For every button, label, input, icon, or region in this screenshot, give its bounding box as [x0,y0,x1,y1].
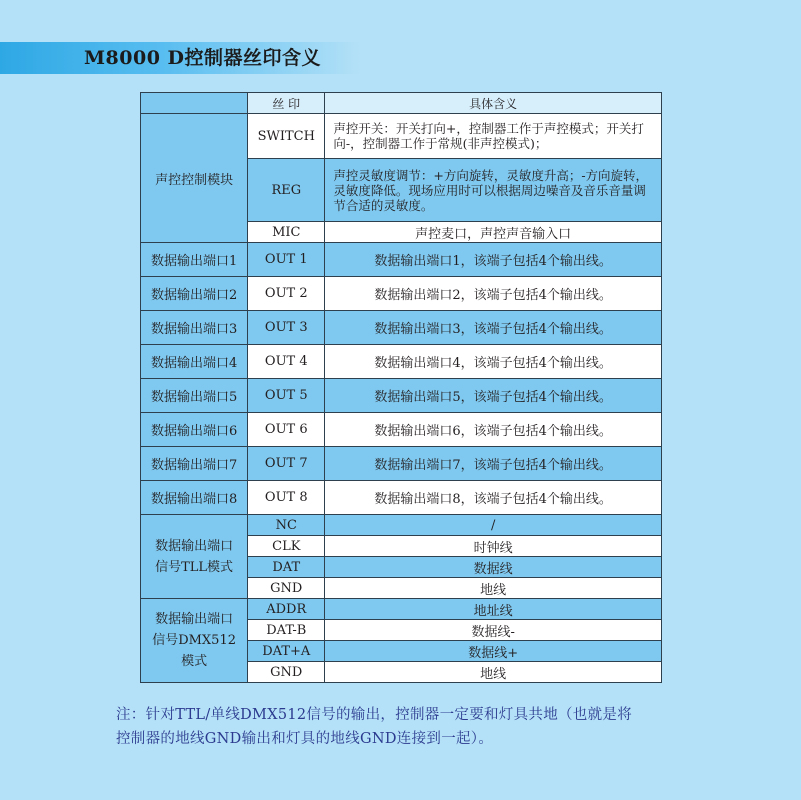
table-header-row [141,93,662,114]
code-cell: OUT 1 [248,243,325,277]
footnote-line2: 控制器的地线GND输出和灯具的地线GND连接到一起）。 [116,731,494,747]
desc-cell: 地址线 [325,599,662,620]
desc-cell: 数据输出端口1，该端子包括4个输出线。 [325,243,662,277]
table-row [141,379,662,413]
desc-cell: 数据输出端口7，该端子包括4个输出线。 [325,447,662,481]
module-label-dmx [141,599,248,683]
desc-cell: 数据输出端口6，该端子包括4个输出线。 [325,413,662,447]
desc-cell: 声控麦口，声控声音输入口 [325,222,662,243]
code-cell: OUT 5 [248,379,325,413]
code-cell: REG [248,159,325,222]
header-meaning: 具体含义 [325,93,662,114]
spec-table [140,92,662,683]
code-cell: OUT 3 [248,311,325,345]
desc-cell: / [325,515,662,536]
desc-cell: 数据输出端口2，该端子包括4个输出线。 [325,277,662,311]
code-cell: DAT+A [248,641,325,662]
table-row [141,515,662,536]
desc-cell: 数据输出端口3，该端子包括4个输出线。 [325,311,662,345]
port-cell: 数据输出端口4 [141,345,248,379]
dmx-label-line1: 数据输出端口 [155,612,234,627]
table-row [141,481,662,515]
code-cell: OUT 6 [248,413,325,447]
table-row [141,599,662,620]
module-label-ttl [141,515,248,599]
desc-cell: 数据输出端口5，该端子包括4个输出线。 [325,379,662,413]
code-cell: CLK [248,536,325,557]
desc-cell: 数据线 [325,557,662,578]
desc-cell: 数据线- [325,620,662,641]
table-row [141,277,662,311]
code-cell: GND [248,578,325,599]
table-row [141,345,662,379]
port-cell: 数据输出端口6 [141,413,248,447]
footnote-line1: 注：针对TTL/单线DMX512信号的输出，控制器一定要和灯具共地（也就是将 [116,707,632,723]
code-cell: OUT 8 [248,481,325,515]
port-cell: 数据输出端口3 [141,311,248,345]
header-col1 [141,93,248,114]
desc-cell: 声控开关：开关打向+，控制器工作于声控模式；开关打向-，控制器工作于常规(非声控模式)； [325,114,662,159]
desc-cell: 数据输出端口4，该端子包括4个输出线。 [325,345,662,379]
port-cell: 数据输出端口7 [141,447,248,481]
desc-cell: 地线 [325,662,662,683]
port-cell: 数据输出端口5 [141,379,248,413]
code-cell: DAT-B [248,620,325,641]
ttl-label-line2: 信号TLL模式 [155,559,234,575]
table-row [141,413,662,447]
module-label-sound: 声控控制模块 [141,114,248,243]
code-cell: SWITCH [248,114,325,159]
header-silkscreen: 丝 印 [248,93,325,114]
table-row [141,114,662,159]
desc-cell: 地线 [325,578,662,599]
footnote [116,703,716,751]
dmx-label-line3: 模式 [181,654,208,669]
page-title: M8000 D控制器丝印含义 [84,47,322,69]
table-row [141,447,662,481]
code-cell: OUT 4 [248,345,325,379]
port-cell: 数据输出端口1 [141,243,248,277]
dmx-label-line2: 信号DMX512 [152,633,236,648]
code-cell: DAT [248,557,325,578]
port-cell: 数据输出端口8 [141,481,248,515]
port-cell: 数据输出端口2 [141,277,248,311]
desc-cell: 数据线+ [325,641,662,662]
code-cell: ADDR [248,599,325,620]
table-row [141,243,662,277]
code-cell: MIC [248,222,325,243]
code-cell: GND [248,662,325,683]
code-cell: NC [248,515,325,536]
code-cell: OUT 7 [248,447,325,481]
desc-cell: 声控灵敏度调节：+方向旋转，灵敏度升高；-方向旋转，灵敏度降低。现场应用时可以根据周边噪音及音乐音量调节合适的灵敏度。 [325,159,662,222]
desc-cell: 时钟线 [325,536,662,557]
desc-cell: 数据输出端口8，该端子包括4个输出线。 [325,481,662,515]
code-cell: OUT 2 [248,277,325,311]
table-row [141,311,662,345]
ttl-label-line1: 数据输出端口 [155,538,234,554]
